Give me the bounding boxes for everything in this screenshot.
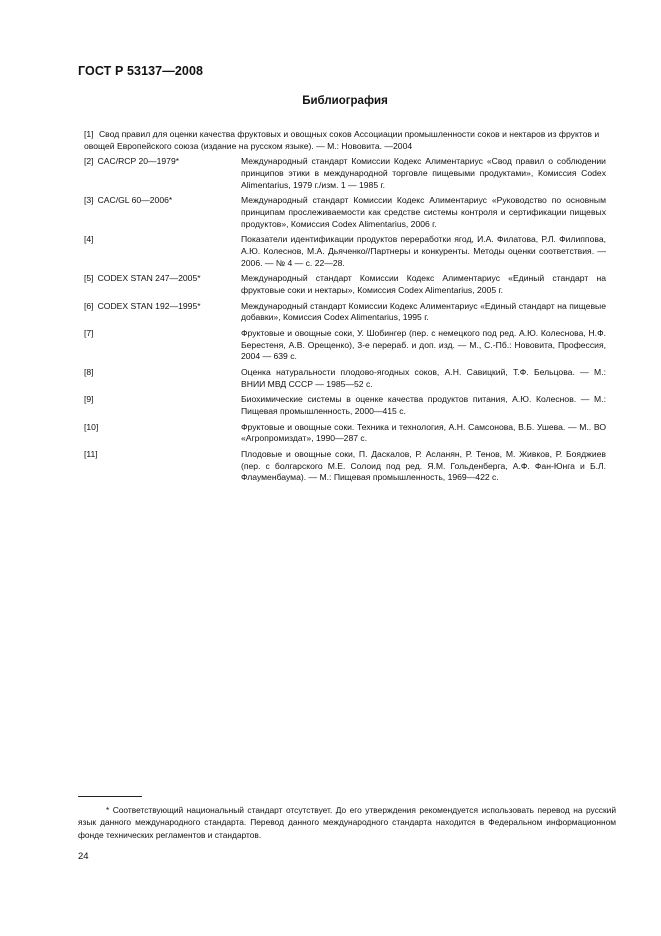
bibliography-entry-4 [84, 234, 606, 269]
footnote: * Соответствующий национальный стандарт отсутствует. До его утверждения рекомендуется использовать перевод на русский язык данного международного стандарта. Перевод данного международного стандарта находится в Федеральном информационном фонде технических регламентов и стандартов. [78, 805, 616, 840]
entry-code: CODEX STAN 247—2005* [97, 273, 201, 284]
bibliography-entry-1 [84, 129, 606, 152]
entry-number: [11] [84, 449, 98, 460]
bibliography-entry-9 [84, 394, 606, 417]
bibliography-entry-5 [84, 273, 606, 296]
entry-number: [8] [84, 367, 94, 377]
entry-text: Показатели идентификации продуктов переработки ягод, И.А. Филатова, Р.Л. Филиппова, А.Ю. Колеснов, М.А. Дьяченко//Партнеры и конкуренты. Методы оценки соответствия. — 2006. — № 4 — с. 22—28. [241, 234, 606, 268]
entry-text: Международный стандарт Комиссии Кодекс Алиментариус «Свод правил о соблюдении принципов этики в международной торговле пищевыми продуктами», Комиссия Codex Alimentarius, 1979 г./изм. 1 — 1985 г. [241, 156, 606, 190]
entry-number: [6] [84, 300, 94, 311]
entry-number: [10] [84, 421, 99, 432]
page-number: 24 [78, 851, 89, 862]
page-title: Библиография [302, 95, 388, 107]
entry-number: [7] [84, 328, 94, 339]
entry-text: Оценка натуральности плодово-ягодных соков, А.Н. Савицкий, Т.Ф. Бельцова. — М.: ВНИИ МВД СССР — 1985—52 с. [241, 367, 606, 389]
entry-text: Фруктовые и овощные соки. Техника и технология, А.Н. Самсонова, В.Б. Ушева. — М.. ВО «Агропромиздат», 1990—287 с. [241, 421, 606, 444]
bibliography-entry-3 [84, 195, 606, 230]
entry-number: [5] [84, 273, 94, 284]
entry-text: Биохимические системы в оценке качества продуктов питания, А.Ю. Колеснов. — М.: Пищевая промышленность, 2000—415 с. [241, 394, 606, 416]
entry-number: [9] [84, 394, 94, 405]
entry-text: Международный стандарт Комиссии Кодекс Алиментариус «Единый стандарт на пищевые добавки», Комиссия Codex Alimentarius, 1995 г. [241, 300, 606, 323]
entry-text: Международный стандарт Комиссии Кодекс Алиментариус «Единый стандарт на фруктовые соки и нектары», Комиссия Codex Alimentarius, 2005 г. [241, 273, 606, 295]
entry-code: CAC/RCP 20—1979* [97, 156, 180, 167]
entry-text: Международный стандарт Комиссии Кодекс Алиментариус «Руководство по основным принципам прослеживаемости как средстве системы контроля и сертификации пищевых продуктов», Комиссия Codex Alimentarius, 2006 г. [241, 195, 606, 229]
bibliography-entry-6 [84, 301, 606, 324]
footnote-divider [78, 796, 142, 797]
bibliography-entry-7 [84, 328, 606, 363]
entry-text: Фруктовые и овощные соки, У. Шобингер (пер. с немецкого под ред. А.Ю. Колеснова, Н.Ф. Берестеня, А.В. Орещенко), 3-е перераб. и доп. изд. — М., С.-Пб.: Нововита, Профессия, 2004 — 639 с. [241, 328, 606, 362]
entry-number: [4] [84, 234, 94, 245]
entry-number: [1] [84, 129, 94, 139]
entry-code: CAC/GL 60—2006* [97, 195, 173, 206]
entry-number: [2] [84, 156, 94, 167]
bibliography-entry-2 [84, 156, 606, 191]
entry-text: Плодовые и овощные соки, П. Даскалов, Р. Асланян, Р. Тенов, М. Живков, Р. Бояджиев (пер. с болгарского М.Е. Солоид под ред. Я.М. Гольденберга, А.Ф. Фан-Юнга и Б.Л. Флауменбаума). — М.: Пищевая промышленность, 1969—422 с. [241, 449, 606, 483]
bibliography-entry-10 [84, 422, 606, 445]
bibliography-entry-11 [84, 449, 606, 484]
bibliography-entry-8 [84, 367, 606, 390]
document-id: ГОСТ Р 53137—2008 [78, 64, 204, 78]
entry-text: Свод правил для оценки качества фруктовых и овощных соков Ассоциации промышленности соков и нектаров из фруктов и овощей Европейского союза (издание на русском языке). — М.: Нововита. —2004 [84, 129, 600, 151]
bibliography-list [84, 129, 606, 488]
entry-code: CODEX STAN 192—1995* [97, 300, 201, 311]
entry-number: [3] [84, 195, 94, 206]
